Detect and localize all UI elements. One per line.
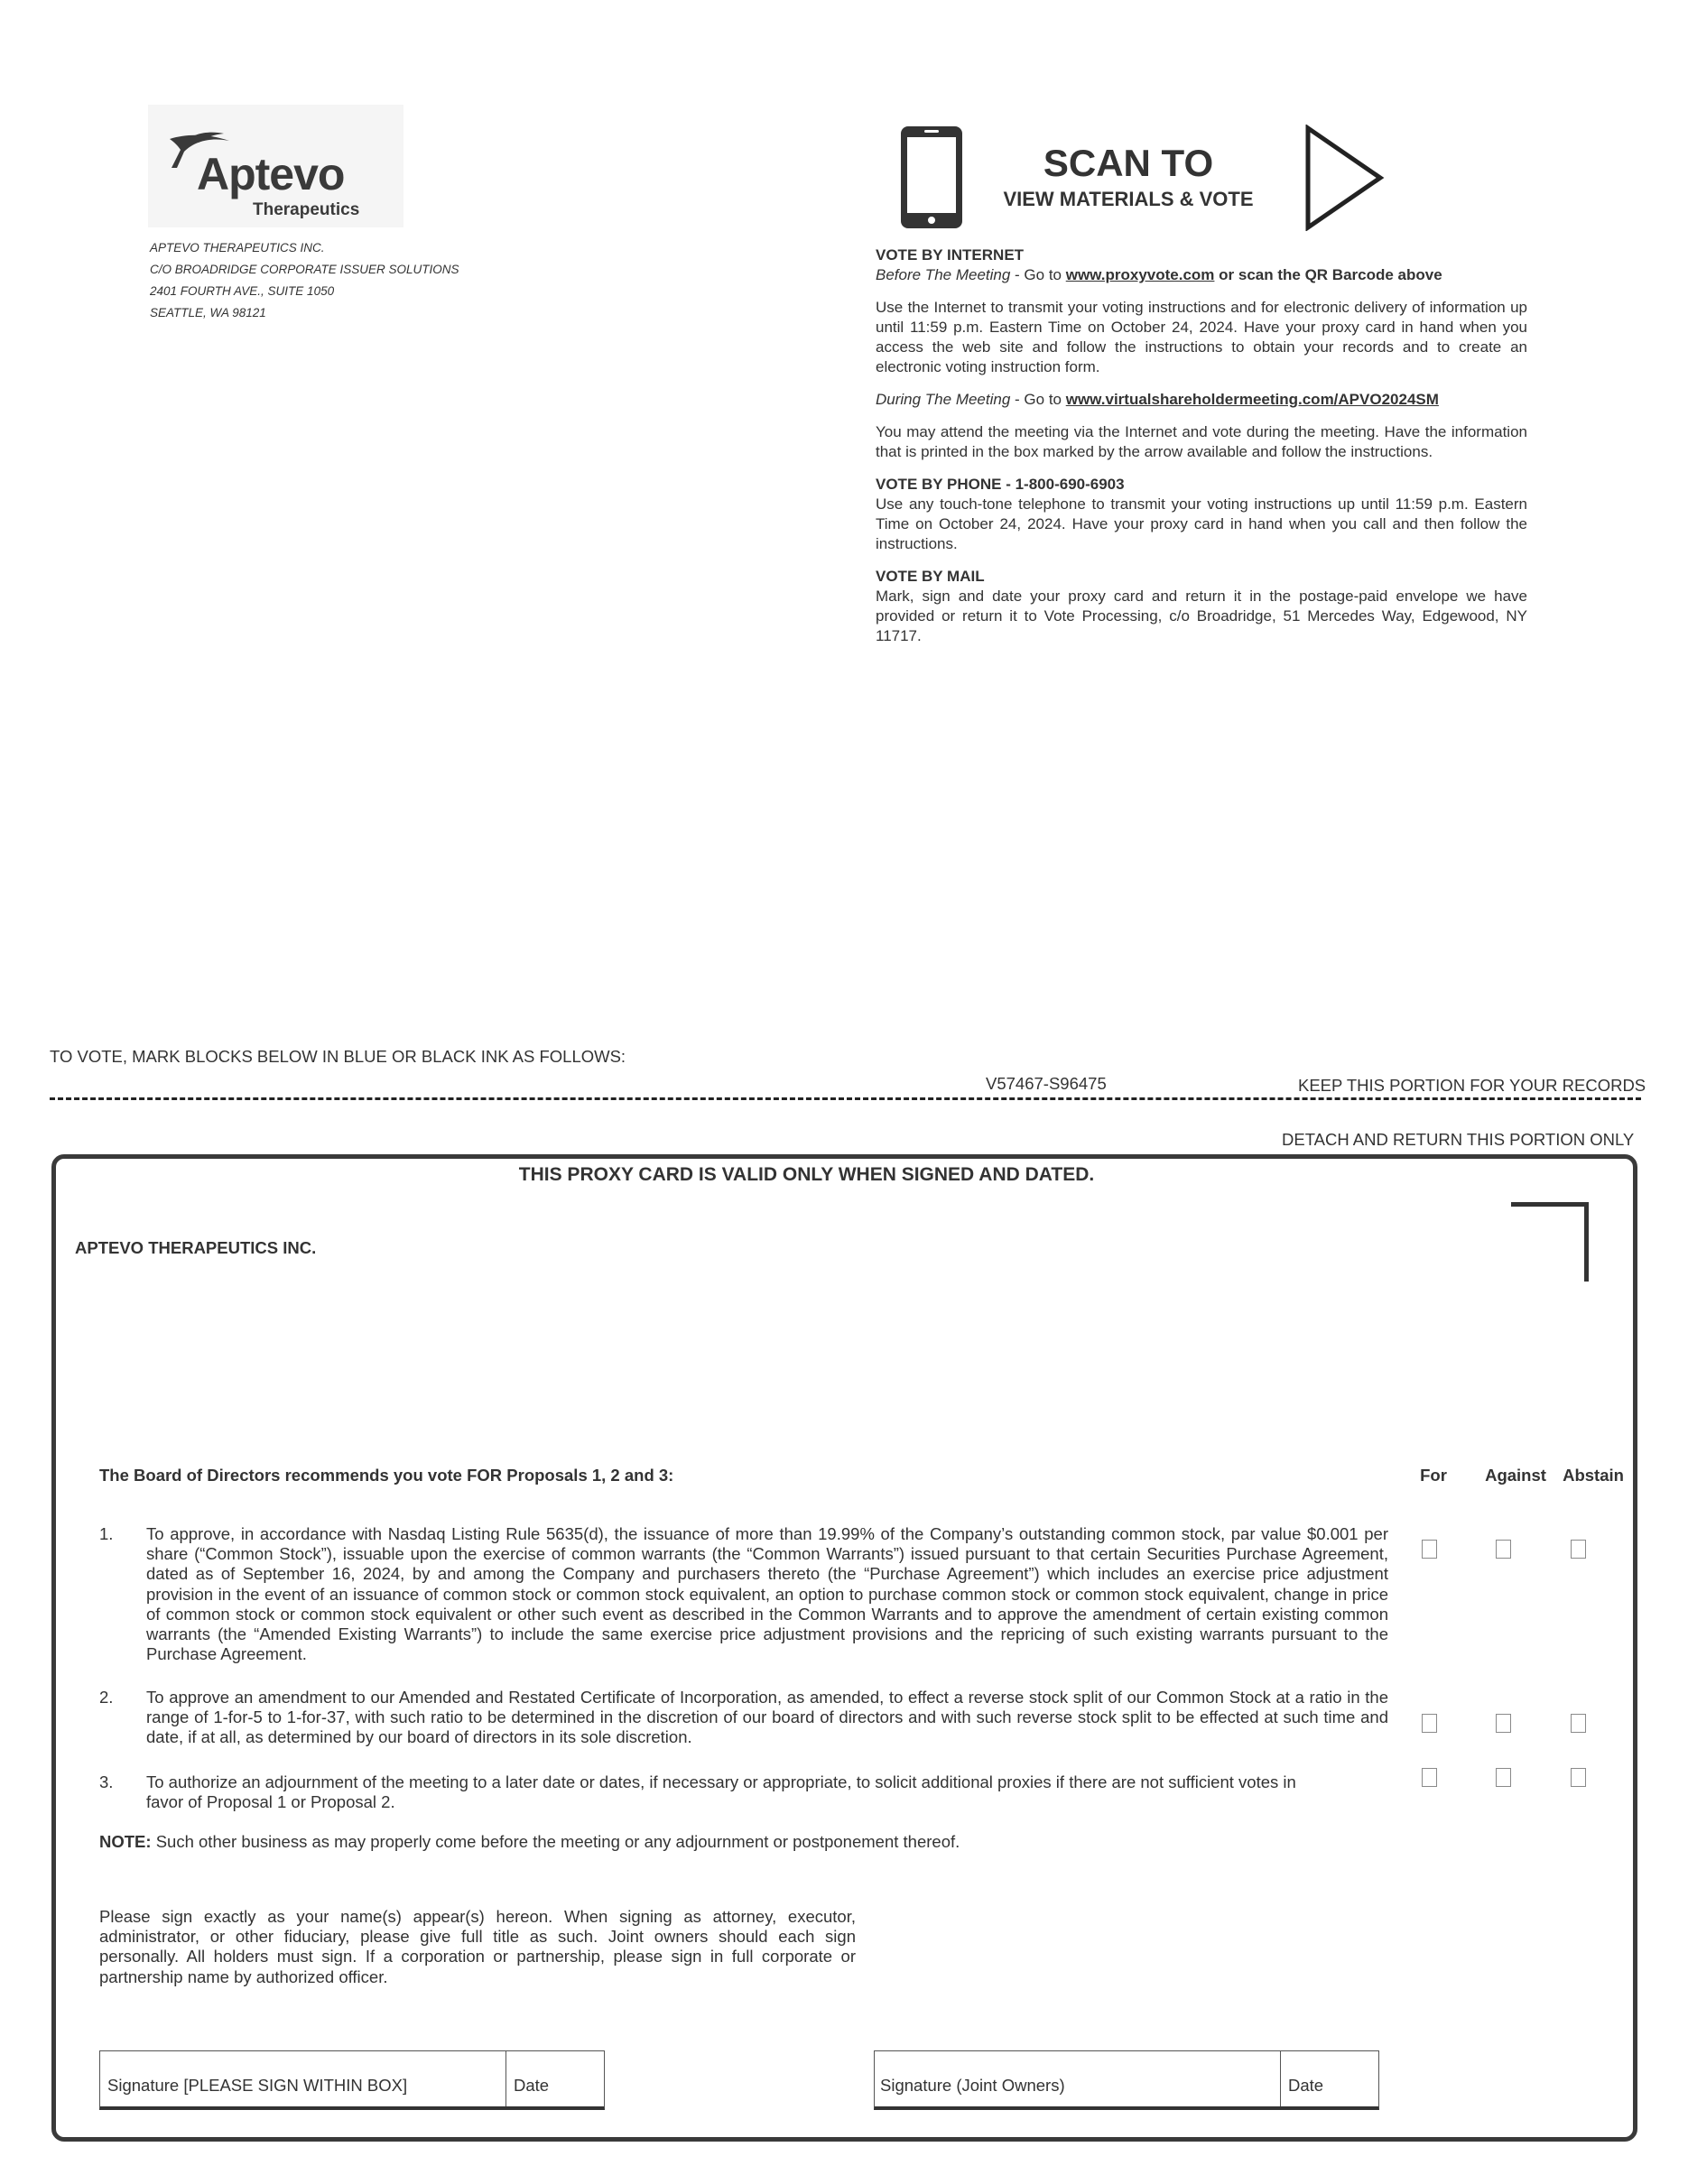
address-line: APTEVO THERAPEUTICS INC.	[150, 241, 325, 254]
note-text: Such other business as may properly come before the meeting or any adjournment or postponement thereof.	[151, 1832, 960, 1851]
address-line: C/O BROADRIDGE CORPORATE ISSUER SOLUTIONS	[150, 263, 459, 276]
during-meeting-label: During The Meeting	[876, 391, 1011, 408]
before-meeting-line	[876, 265, 1527, 285]
proposal-3-for-checkbox[interactable]	[1422, 1768, 1437, 1787]
date-label: Date	[1288, 2076, 1324, 2095]
valid-notice: THIS PROXY CARD IS VALID ONLY WHEN SIGNED AND DATED.	[518, 1164, 1095, 1185]
return-address	[150, 237, 459, 324]
before-goto: - Go to	[1010, 266, 1066, 283]
signature-label: Signature [PLEASE SIGN WITHIN BOX]	[107, 2076, 408, 2095]
corner-registration-mark	[1511, 1202, 1589, 1282]
scan-title: SCAN TO	[1043, 142, 1214, 184]
mail-body: Mark, sign and date your proxy card and return it in the postage-paid envelope we have provided or return it to Vote Processing, c/o Broadridge, 51 Mercedes Way, Edgewood, NY 11717.	[876, 588, 1527, 644]
proposal-3-against-checkbox[interactable]	[1496, 1768, 1511, 1787]
proposal-text: To authorize an adjournment of the meeting to a later date or dates, if necessary or appropriate, to solicit additional proxies if there are not sufficient votes in favor of Proposal 1 or Proposal 2.	[146, 1772, 1296, 1812]
return-portion-label: DETACH AND RETURN THIS PORTION ONLY	[1282, 1130, 1635, 1149]
keep-portion-label: KEEP THIS PORTION FOR YOUR RECORDS	[1298, 1076, 1646, 1095]
before-meeting-label: Before The Meeting	[876, 266, 1011, 283]
logo-tagline: Therapeutics	[253, 200, 360, 219]
control-number: V57467-S96475	[986, 1074, 1107, 1093]
column-abstain: Abstain	[1563, 1466, 1624, 1485]
during-goto: - Go to	[1010, 391, 1066, 408]
proxyvote-link[interactable]: www.proxyvote.com	[1065, 266, 1215, 283]
proposal-text: To approve, in accordance with Nasdaq Listing Rule 5635(d), the issuance of more than 19.99% of the Company’s outstanding common stock, par value $0.001 per share (“Common Stock”), issuable upon the exercise of common warrants (the “Common Warrants”) issued pursuant to that certain Securities Purchase Agreement, dated as of September 16, 2024, by and among the Company and purchasers thereto (the “Purchase Agreement”) which includes an exercise price adjustment provision in the event of an issuance of common stock or common stock equivalent, an option to purchase common stock or common stock equivalent, change in price of common stock or common stock equivalent or other such event as described in the Common Warrants and to approve the amendment of certain existing common warrants (the “Amended Existing Warrants”) to include the same exercise price adjustment provisions and the repricing of such existing warrants pursuant to the Purchase Agreement.	[146, 1524, 1388, 1664]
note	[99, 1832, 960, 1852]
mail-heading: VOTE BY MAIL	[876, 568, 985, 585]
proposal-1-against-checkbox[interactable]	[1496, 1540, 1511, 1559]
internet-heading: VOTE BY INTERNET	[876, 246, 1025, 264]
signature-divider	[505, 2051, 506, 2106]
signature-divider	[1280, 2051, 1281, 2106]
proposal-text: To approve an amendment to our Amended and Restated Certificate of Incorporation, as amended, to effect a reverse stock split of our Common Stock at a ratio in the range of 1-for-5 to 1-for-37, with such ratio to be determined in the discretion of our board of directors and with such reverse stock split to be effected at such time and date, if at all, as determined by our board of directors in its sole discretion.	[146, 1688, 1388, 1747]
proposal-number: 2.	[99, 1688, 114, 1707]
column-for: For	[1420, 1466, 1447, 1485]
before-suffix: or scan the QR Barcode above	[1214, 266, 1442, 283]
signature-label: Signature (Joint Owners)	[880, 2076, 1065, 2095]
during-meeting-line	[876, 390, 1527, 410]
mark-instructions: TO VOTE, MARK BLOCKS BELOW IN BLUE OR BLACK INK AS FOLLOWS:	[50, 1047, 626, 1066]
signing-instructions: Please sign exactly as your name(s) appear(s) hereon. When signing as attorney, executor, administrator, or other fiduciary, please give full title as such. Joint owners should each sign personally. All holders must sign. If a corporation or partnership, please sign in full corporate or partnership name by authorized officer.	[99, 1907, 856, 1986]
proposal-3-abstain-checkbox[interactable]	[1571, 1768, 1586, 1787]
proposal-number: 3.	[99, 1772, 114, 1791]
smartphone-icon	[899, 125, 964, 230]
scan-subtitle: VIEW MATERIALS & VOTE	[1003, 188, 1254, 210]
during-meeting-body: You may attend the meeting via the Internet and vote during the meeting. Have the information that is printed in the box marked by the arrow available and follow the instructions.	[876, 423, 1527, 460]
column-against: Against	[1485, 1466, 1546, 1485]
board-recommendation: The Board of Directors recommends you vote FOR Proposals 1, 2 and 3:	[99, 1466, 674, 1485]
phone-heading: VOTE BY PHONE - 1-800-690-6903	[876, 476, 1125, 493]
play-arrow-icon	[1304, 125, 1386, 231]
date-label: Date	[514, 2076, 550, 2095]
proposal-number: 1.	[99, 1524, 114, 1543]
address-line: SEATTLE, WA 98121	[150, 306, 266, 319]
proposal-2-for-checkbox[interactable]	[1422, 1714, 1437, 1733]
signature-box-primary[interactable]	[99, 2050, 605, 2110]
proposal-2-abstain-checkbox[interactable]	[1571, 1714, 1586, 1733]
phone-body: Use any touch-tone telephone to transmit your voting instructions up until 11:59 p.m. Eastern Time on October 24, 2024. Have your proxy card in hand when you call and then follow the instructions.	[876, 495, 1527, 552]
detach-line	[50, 1097, 1641, 1100]
virtual-meeting-link[interactable]: www.virtualshareholdermeeting.com/APVO2024SM	[1065, 391, 1439, 408]
internet-body: Use the Internet to transmit your voting instructions and for electronic delivery of information up until 11:59 p.m. Eastern Time on October 24, 2024. Have your proxy card in hand when you access the web site and follow the instructions to obtain your records and to create an electronic voting instruction form.	[876, 299, 1527, 375]
logo-name: Aptevo	[197, 149, 345, 199]
proposal-1-abstain-checkbox[interactable]	[1571, 1540, 1586, 1559]
note-label: NOTE:	[99, 1832, 152, 1851]
address-line: 2401 FOURTH AVE., SUITE 1050	[150, 284, 335, 298]
signature-box-joint[interactable]	[874, 2050, 1379, 2110]
company-logo	[148, 105, 403, 227]
voting-instructions	[876, 245, 1527, 646]
card-company-name: APTEVO THERAPEUTICS INC.	[75, 1238, 317, 1257]
proposal-2-against-checkbox[interactable]	[1496, 1714, 1511, 1733]
proposal-1-for-checkbox[interactable]	[1422, 1540, 1437, 1559]
